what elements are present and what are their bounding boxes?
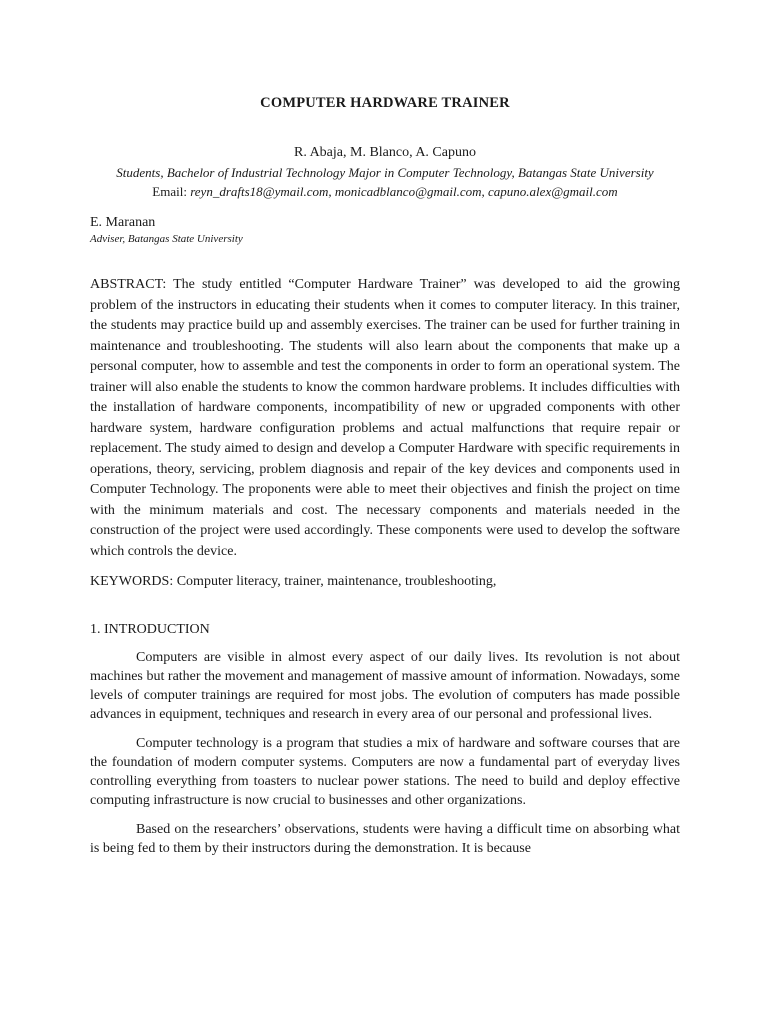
paper-title: COMPUTER HARDWARE TRAINER <box>260 95 510 111</box>
intro-paragraph: Computer technology is a program that studies a mix of hardware and software courses that are the foundation of modern computer systems. Computers are now a fundamental part of everyday lives controlling everything from toasters to nuclear power stations. The need to build and deploy effective computing infrastructure is now crucial to businesses and other organizations. <box>90 736 680 808</box>
intro-paragraph: Based on the researchers’ observations, students were having a difficult time on absorbing what is being fed to them by their instructors during the demonstration. It is because <box>90 822 680 856</box>
author-affiliation: Students, Bachelor of Industrial Technology Major in Computer Technology, Batangas State University <box>116 165 654 180</box>
keywords: KEYWORDS: Computer literacy, trainer, maintenance, troubleshooting, <box>90 574 497 589</box>
author-list: R. Abaja, M. Blanco, A. Capuno <box>294 145 476 160</box>
abstract: ABSTRACT: The study entitled “Computer Hardware Trainer” was developed to aid the growing problem of the instructors in educating their students when it comes to computer literacy. In this trainer, the students may practice build up and assembly exercises. The trainer can be used for further training in maintenance and troubleshooting. The students will also learn about the components that make up a personal computer, how to assemble and test the components in order to form an operational system. The trainer will also enable the students to know the common hardware problems. It includes difficulties with the installation of hardware components, incompatibility of new or upgraded components with other hardware system, hardware configuration problems and actual malfunctions that require repair or replacement. The study aimed to design and develop a Computer Hardware with specific requirements in operations, theory, servicing, problem diagnosis and repair of the key devices and components used in Computer Technology. The proponents were able to meet their objectives and finish the project on time with the minimum materials and cost. The necessary components and materials needed in the construction of the project were used accordingly. These components were used to develop the software which controls the device. <box>90 277 680 559</box>
author-emails <box>90 182 680 201</box>
email-addresses: reyn_drafts18@ymail.com, monicadblanco@gmail.com, capuno.alex@gmail.com <box>190 184 618 199</box>
section-heading-introduction: 1. INTRODUCTION <box>90 622 210 637</box>
intro-paragraph: Computers are visible in almost every aspect of our daily lives. Its revolution is not about machines but rather the movement and management of massive amount of information. Nowadays, some levels of computer trainings are required for most jobs. The evolution of computers has made possible advances in equipment, techniques and research in every area of our personal and professional lives. <box>90 650 680 722</box>
email-label: Email: <box>152 184 191 199</box>
adviser-affiliation: Adviser, Batangas State University <box>90 233 243 245</box>
adviser-name: E. Maranan <box>90 215 156 230</box>
